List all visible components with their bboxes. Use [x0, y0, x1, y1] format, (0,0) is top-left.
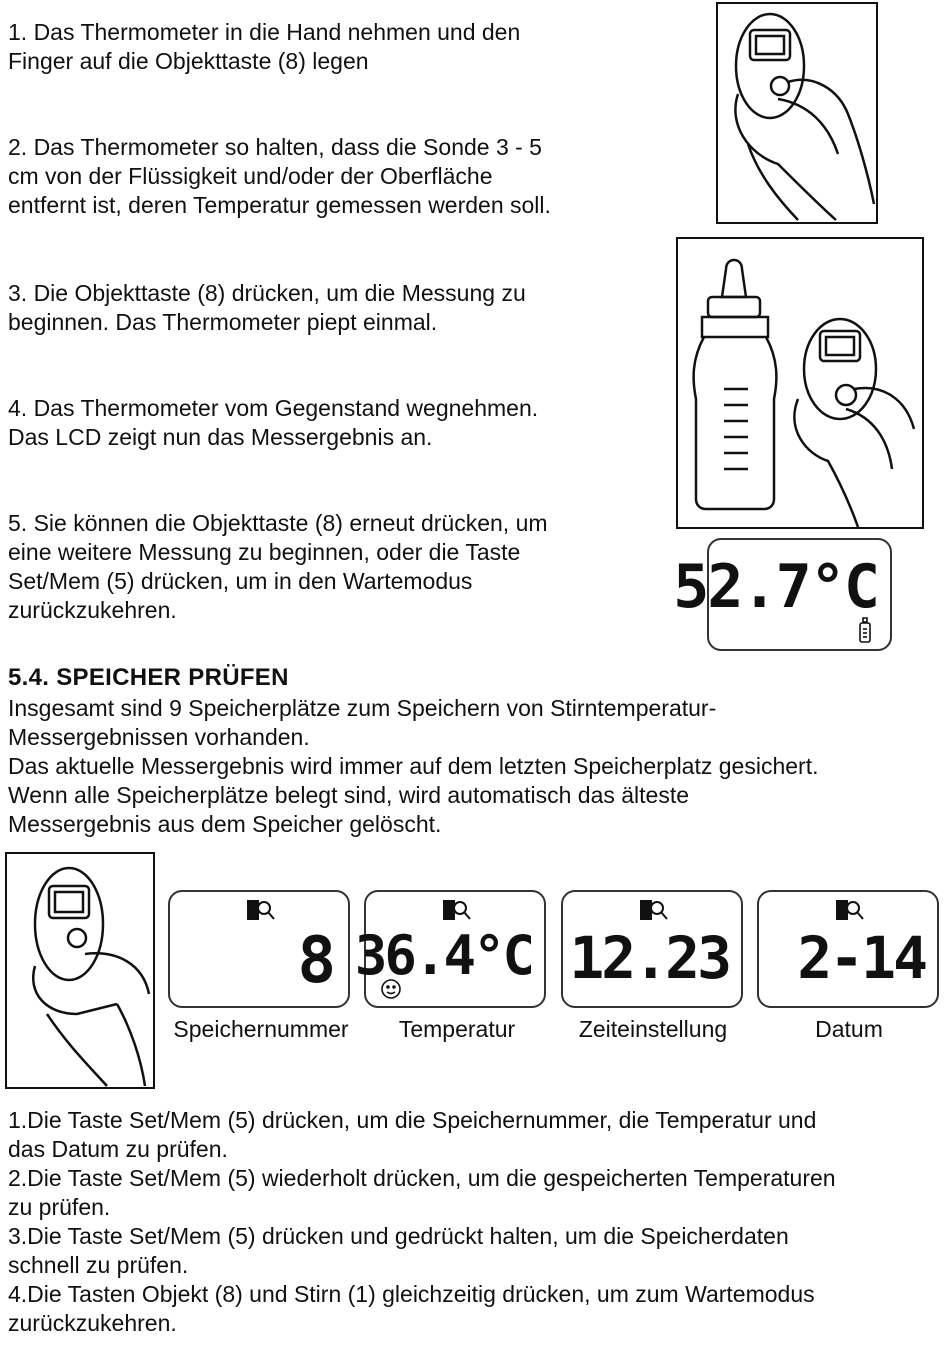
- memory-book-icon: [639, 898, 669, 922]
- step-5-text: 5. Sie können die Objekttaste (8) erneut drücken, um eine weitere Messung zu beginnen, oder die Taste Set/Mem (5) drücken, um in den Wartemodus zurückzukehren.: [8, 510, 548, 623]
- baby-bottle-icon: [678, 239, 922, 527]
- hand-thermometer-illustration: [716, 2, 878, 224]
- baby-face-icon: [380, 978, 402, 1000]
- step-1-text: 1. Das Thermometer in die Hand nehmen und den Finger auf die Objekttaste (8) legen: [8, 19, 521, 74]
- temperature-display: [354, 890, 546, 1008]
- temperature-caption: Temperatur: [398, 1016, 516, 1042]
- temperature-value: 36.4°C: [354, 924, 532, 987]
- step-4-text: 4. Das Thermometer vom Gegenstand wegnehmen. Das LCD zeigt nun das Messergebnis an.: [8, 395, 539, 450]
- memory-book-icon: [835, 898, 865, 922]
- memory-book-icon: [246, 898, 276, 922]
- measured-temperature: 52.7°C: [673, 552, 878, 622]
- date-value: 2-14: [797, 924, 925, 992]
- memory-number-caption: Speichernummer: [173, 1016, 349, 1042]
- memory-instructions: 1.Die Taste Set/Mem (5) drücken, um die Speichernummer, die Temperatur und das Datum zu prüfen. 2.Die Taste Set/Mem (5) wiederholt drücken, um die gespeicherten Temperaturen zu prüfen. 3.Die Taste Set/Mem (5) drücken und gedrückt halten, um die Speicherdaten schnell zu prüfen. 4.Die Tasten Objekt (8) und Stirn (1) gleichzeitig drücken, um zum Wartemodus zurückzukehren.: [8, 1107, 836, 1336]
- memory-book-icon: [442, 898, 472, 922]
- date-caption: Datum: [815, 1016, 883, 1042]
- hand-thermometer-icon: [718, 4, 876, 222]
- memory-number-value: 8: [297, 924, 336, 998]
- bottle-measurement-illustration: [676, 237, 924, 529]
- hand-thermometer-icon: [7, 854, 153, 1087]
- main-lcd-display: [673, 538, 892, 651]
- time-display: [561, 890, 743, 1008]
- hand-press-illustration: [5, 852, 155, 1089]
- section-body: Insgesamt sind 9 Speicherplätze zum Speichern von Stirntemperatur- Messergebnissen vorhanden. Das aktuelle Messergebnis wird immer auf dem letzten Speicherplatz gesichert. Wenn alle Speicherplätze belegt sind, wird automatisch das älteste Messergebnis aus dem Speicher gelöscht.: [8, 695, 819, 837]
- date-display: [757, 890, 939, 1008]
- step-3-text: 3. Die Objekttaste (8) drücken, um die Messung zu beginnen. Das Thermometer piept einmal.: [8, 280, 526, 335]
- memory-number-display: [168, 890, 350, 1008]
- bottle-icon: [858, 617, 872, 643]
- time-value: 12.23: [569, 924, 729, 992]
- step-2-text: 2. Das Thermometer so halten, dass die Sonde 3 - 5 cm von der Flüssigkeit und/oder der Oberfläche entfernt ist, deren Temperatur gemessen werden soll.: [8, 134, 551, 218]
- section-heading: 5.4. SPEICHER PRÜFEN: [8, 664, 289, 691]
- time-caption: Zeiteinstellung: [578, 1016, 728, 1042]
